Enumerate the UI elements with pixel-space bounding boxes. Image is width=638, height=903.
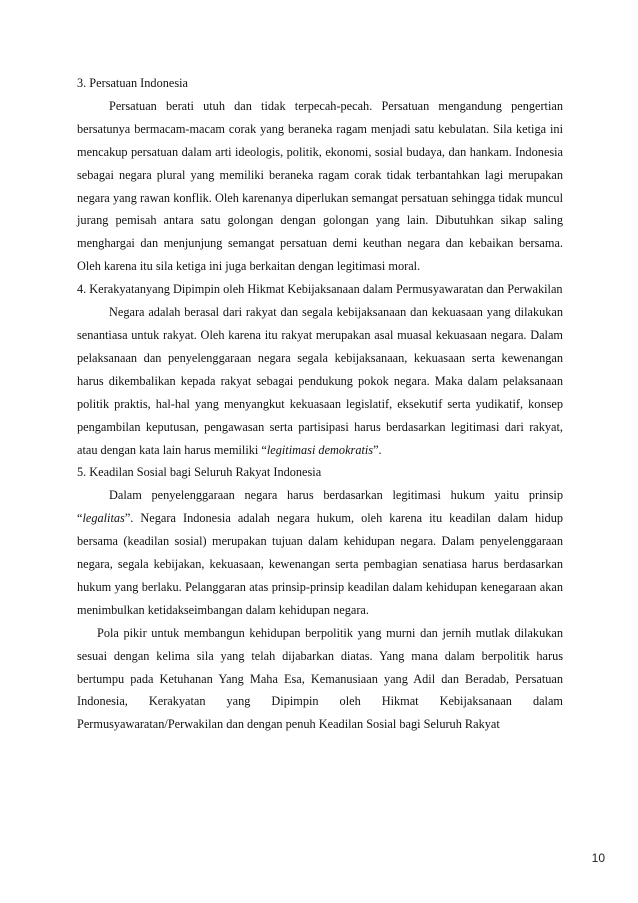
section-heading-persatuan: 3. Persatuan Indonesia bbox=[77, 76, 188, 90]
section-body-persatuan: Persatuan berati utuh dan tidak terpecah-pecah. Persatuan mengandung pengertian bersatunya bermacam-macam corak yang beraneka ragam menjadi satu kebulatan. Sila ketiga ini mencakup persatuan dalam arti ideologis, politik, ekonomi, sosial budaya, dan hankam. Indonesia sebagai negara plural yang memiliki beraneka ragam corak tidak terbantahkan lagi merupakan negara yang rawan konflik. Oleh karenanya diperlukan semangat persatuan sehingga tidak muncul jurang pemisah antara satu golongan dengan golongan yang lain. Dibutuhkan sikap saling menghargai dan menjunjung semangat persatuan demi keuthan negara dan kebaikan bersama. Oleh karena itu sila ketiga ini juga berkaitan dengan legitimasi moral. bbox=[77, 98, 563, 274]
italic-term: legalitas bbox=[82, 511, 125, 526]
section-heading-keadilan: 5. Keadilan Sosial bagi Seluruh Rakyat Indonesia bbox=[77, 465, 322, 480]
body-text: Dalam penyelenggaraan negara harus berdasarkan legitimasi hukum yaitu prinsip “ bbox=[77, 488, 563, 526]
body-text: Negara adalah berasal dari rakyat dan segala kebijaksanaan dan kekuasaan yang dilakukan senantiasa untuk rakyat. Oleh karena itu rakyat merupakan asal muasal kekuasaan negara. Dalam pelaksanaan dan penyelenggaraan negara segala kebijaksanaan, kekuasaan serta kewenangan harus dikembalikan kepada rakyat sebagai pendukung pokok negara. Maka dalam pelaksanaan politik praktis, hal-hal yang menyangkut kekuasaan legislatif, eksekutif serta yudikatif, konsep pengambilan keputusan, pengawasan serta partisipasi harus berdasarkan legitimasi dari rakyat, atau dengan kata lain harus memiliki “ bbox=[77, 305, 563, 457]
page-content bbox=[77, 72, 563, 736]
body-text: ”. Negara Indonesia adalah negara hukum, oleh karena itu keadilan dalam hidup bersama (keadilan sosial) merupakan tujuan dalam kehidupan negara. Dalam penyelenggaraan negara, segala kebijakan, kekuasaan, kewenangan serta pembagian senatiasa harus berdasarkan hukum yang berlaku. Pelanggaran atas prinsip-prinsip keadilan dalam kehidupan kenegaraan akan menimbulkan ketidakseimbangan dalam kehidupan negara. bbox=[77, 511, 563, 617]
section-body-kerakyatan bbox=[77, 301, 563, 461]
page-number: 10 bbox=[591, 851, 605, 865]
section-body-keadilan bbox=[77, 484, 563, 621]
section-heading-kerakyatan: 4. Kerakyatanyang Dipimpin oleh Hikmat Kebijaksanaan dalam Permusyawaratan dan Perwakilan bbox=[77, 282, 563, 297]
italic-term: legitimasi demokratis bbox=[266, 442, 374, 457]
body-text: ”. bbox=[373, 442, 382, 457]
closing-paragraph: Pola pikir untuk membangun kehidupan berpolitik yang murni dan jernih mutlak dilakukan sesuai dengan kelima sila yang telah dijabarkan diatas. Yang mana dalam berpolitik harus bertumpu pada Ketuhanan Yang Maha Esa, Kemanusiaan yang Adil dan Beradab, Persatuan Indonesia, Kerakyatan yang Dipimpin oleh Hikmat Kebijaksanaan dalam Permusyawaratan/Perwakilan dan dengan penuh Keadilan Sosial bagi Seluruh Rakyat bbox=[77, 625, 563, 732]
